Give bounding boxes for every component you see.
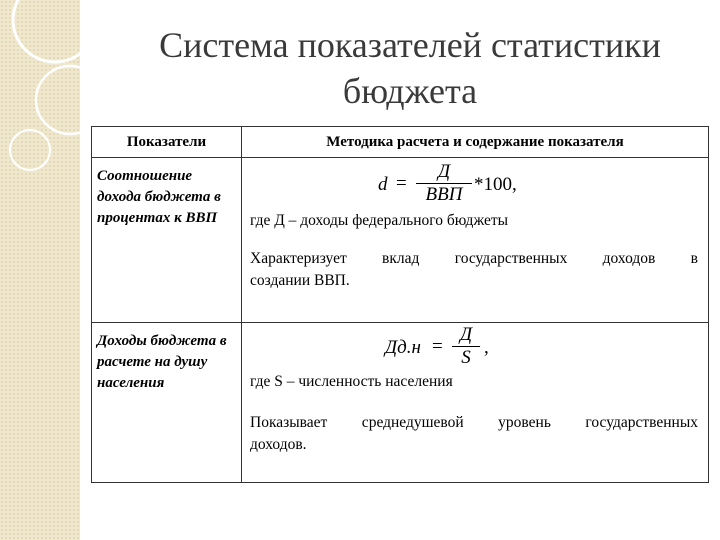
methodology-cell xyxy=(242,323,709,483)
formula-fraction xyxy=(416,161,472,206)
table-row xyxy=(92,323,709,483)
formula-lhs: Дд.н xyxy=(385,337,421,358)
slide-title: Система показателей статистики бюджета xyxy=(159,25,661,111)
formula-numerator: Д xyxy=(437,161,451,182)
table-row xyxy=(92,158,709,323)
formula-gdp-share xyxy=(250,158,698,210)
formula-fraction xyxy=(452,324,480,369)
description-line: Характеризует вклад государственных доходов в xyxy=(250,250,698,267)
header-indicators: Показатели xyxy=(92,127,242,158)
description-line: Показывает среднедушевой уровень государственных xyxy=(250,414,698,431)
formula-equals: = xyxy=(432,336,443,357)
indicator-name: Доходы бюджета в расчете на душу населения xyxy=(92,323,242,483)
formula-denominator: S xyxy=(461,347,471,368)
methodology-cell xyxy=(242,158,709,323)
formula-multiplier: *100, xyxy=(474,174,517,195)
indicator-table xyxy=(91,126,709,483)
description-line: доходов. xyxy=(250,436,307,453)
formula-definition: где S – численность населения xyxy=(250,373,453,390)
table-header-row xyxy=(92,127,709,158)
formula-lhs: d xyxy=(378,174,388,195)
formula-numerator: Д xyxy=(459,324,473,345)
formula-equals: = xyxy=(396,173,407,194)
formula-comma: , xyxy=(484,337,489,358)
description-line: создании ВВП. xyxy=(250,272,350,289)
formula-per-capita xyxy=(250,323,698,371)
indicator-name: Соотношение дохода бюджета в процентах к ВВП xyxy=(92,158,242,323)
header-methodology: Методика расчета и содержание показателя xyxy=(242,127,709,158)
formula-definition: где Д – доходы федерального бюджеты xyxy=(250,212,509,229)
formula-denominator: ВВП xyxy=(425,184,463,205)
